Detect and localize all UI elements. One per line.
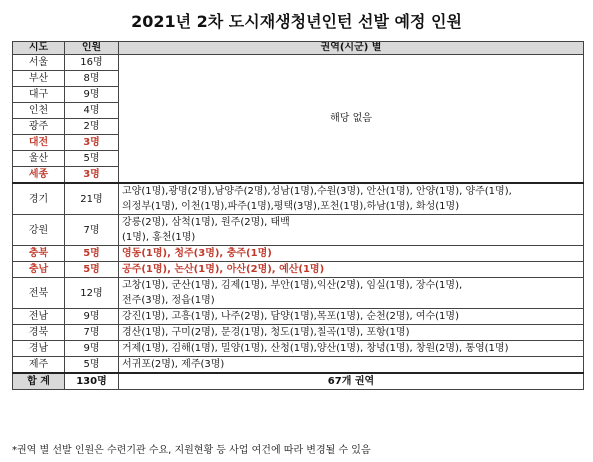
cell-count: 21명: [65, 183, 119, 215]
cell-count: 12명: [65, 278, 119, 309]
cell-count: 16명: [65, 55, 119, 71]
cell-count: 3명: [65, 135, 119, 151]
cell-sido: 세종: [13, 167, 65, 184]
cell-sido: 강원: [13, 215, 65, 246]
table-row: [13, 278, 584, 309]
table-row: [13, 183, 584, 215]
cell-area: [119, 215, 584, 246]
cell-sido: 충남: [13, 262, 65, 278]
area-line: 영동(1명), 청주(3명), 충주(1명): [122, 248, 272, 259]
cell-count: 3명: [65, 167, 119, 184]
cell-count: 5명: [65, 246, 119, 262]
cell-count: 5명: [65, 151, 119, 167]
area-line: 고양(1명),광명(2명),남양주(2명),성남(1명),수원(3명), 안산(1명), 안양(1명), 양주(1명),: [122, 186, 512, 197]
table-body: [13, 55, 584, 390]
table-row: [13, 325, 584, 341]
cell-count: 9명: [65, 341, 119, 357]
cell-count: 5명: [65, 262, 119, 278]
total-area: 67개 권역: [119, 373, 584, 390]
area-line: 공주(1명), 논산(1명), 아산(2명), 예산(1명): [122, 264, 325, 275]
area-line: (1명), 홍천(1명): [122, 232, 196, 243]
cell-sido: 대전: [13, 135, 65, 151]
cell-area: [119, 278, 584, 309]
table-row: [13, 55, 584, 71]
cell-count: 9명: [65, 309, 119, 325]
cell-area: [119, 357, 584, 374]
table-row: [13, 357, 584, 374]
recruitment-table: [12, 41, 584, 390]
total-row: [13, 373, 584, 390]
cell-sido: 대구: [13, 87, 65, 103]
cell-area: [119, 341, 584, 357]
cell-sido: 부산: [13, 71, 65, 87]
cell-area: [119, 183, 584, 215]
cell-area-none: 해당 없음: [119, 55, 584, 184]
header-count: 인원: [65, 42, 119, 55]
cell-sido: 전북: [13, 278, 65, 309]
document-title: 2021년 2차 도시재생청년인턴 선발 예정 인원: [131, 12, 462, 31]
cell-sido: 제주: [13, 357, 65, 374]
cell-sido: 서울: [13, 55, 65, 71]
cell-sido: 울산: [13, 151, 65, 167]
header-sido: 시도: [13, 42, 65, 55]
area-line: 전주(3명), 정읍(1명): [122, 295, 215, 306]
area-line: 거제(1명), 김해(1명), 밀양(1명), 산청(1명),양산(1명), 창녕(1명), 창원(2명), 통영(1명): [122, 343, 509, 354]
table-row: [13, 262, 584, 278]
cell-sido: 경북: [13, 325, 65, 341]
footnote: *권역 별 선발 인원은 수련기관 수요, 지원현황 등 사업 여건에 따라 변경될 수 있음: [12, 445, 371, 456]
total-count: 130명: [65, 373, 119, 390]
cell-sido: 경남: [13, 341, 65, 357]
cell-count: 7명: [65, 325, 119, 341]
cell-sido: 경기: [13, 183, 65, 215]
table-header-row: [13, 42, 584, 55]
cell-count: 7명: [65, 215, 119, 246]
table-row: [13, 341, 584, 357]
cell-area: [119, 309, 584, 325]
cell-sido: 광주: [13, 119, 65, 135]
cell-count: 9명: [65, 87, 119, 103]
cell-area: [119, 325, 584, 341]
cell-count: 5명: [65, 357, 119, 374]
header-area: 권역(시군) 별: [119, 42, 584, 55]
area-line: 강진(1명), 고흥(1명), 나주(2명), 담양(1명),목포(1명), 순천(2명), 여수(1명): [122, 311, 459, 322]
table-row: [13, 246, 584, 262]
area-line: 고창(1명), 군산(1명), 김제(1명), 부안(1명),익산(2명), 임실(1명), 장수(1명),: [122, 280, 463, 291]
cell-sido: 인천: [13, 103, 65, 119]
cell-count: 8명: [65, 71, 119, 87]
cell-sido: 전남: [13, 309, 65, 325]
area-line: 서귀포(2명), 제주(3명): [122, 359, 225, 370]
area-line: 강릉(2명), 삼척(1명), 원주(2명), 태백: [122, 217, 290, 228]
area-line: 의정부(1명), 이천(1명),파주(1명),평택(3명),포천(1명),하남(1명), 화성(1명): [122, 201, 460, 212]
total-label: 합 계: [13, 373, 65, 390]
cell-sido: 충북: [13, 246, 65, 262]
table-row: [13, 309, 584, 325]
cell-area: [119, 262, 584, 278]
cell-count: 2명: [65, 119, 119, 135]
table-row: [13, 215, 584, 246]
cell-count: 4명: [65, 103, 119, 119]
area-line: 경산(1명), 구미(2명), 문경(1명), 청도(1명),칠곡(1명), 포항(1명): [122, 327, 410, 338]
cell-area: [119, 246, 584, 262]
